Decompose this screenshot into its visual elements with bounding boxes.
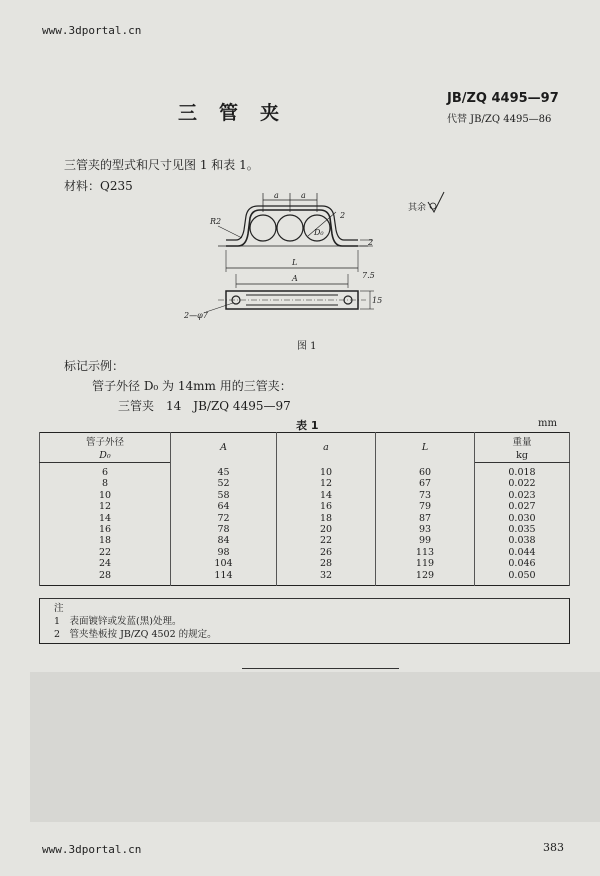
table-row bbox=[40, 478, 570, 489]
cell-a: 20 bbox=[277, 524, 376, 535]
note-1: 1 表面镀锌或发蓝(黑)处理。 bbox=[54, 616, 182, 627]
cell-w: 0.038 bbox=[475, 535, 570, 546]
cell-a: 32 bbox=[277, 570, 376, 586]
table-row bbox=[40, 524, 570, 535]
cell-A: 78 bbox=[171, 524, 277, 535]
table-caption: 表 1 bbox=[296, 419, 319, 432]
notes-heading: 注 bbox=[54, 603, 64, 614]
cell-a: 10 bbox=[277, 463, 376, 479]
cell-w: 0.044 bbox=[475, 547, 570, 558]
table-unit: mm bbox=[538, 418, 557, 429]
cell-A: 98 bbox=[171, 547, 277, 558]
header-weight-unit: kg bbox=[475, 448, 570, 463]
cell-L: 67 bbox=[376, 478, 475, 489]
cell-L: 93 bbox=[376, 524, 475, 535]
cell-L: 73 bbox=[376, 490, 475, 501]
header-big-a-text: A bbox=[220, 442, 227, 454]
dim-r2: R2 bbox=[210, 217, 222, 226]
cell-d0: 22 bbox=[40, 547, 171, 558]
material-text: 材料：Q235 bbox=[64, 179, 133, 193]
cell-d0: 10 bbox=[40, 490, 171, 501]
table-row bbox=[40, 490, 570, 501]
marking-example: 三管夹 14 JB/ZQ 4495—97 bbox=[118, 399, 291, 413]
cell-w: 0.035 bbox=[475, 524, 570, 535]
header-big-a bbox=[171, 433, 277, 463]
cell-A: 58 bbox=[171, 490, 277, 501]
cell-w: 0.023 bbox=[475, 490, 570, 501]
cell-L: 129 bbox=[376, 570, 475, 586]
note-2: 2 管夹垫板按 JB/ZQ 4502 的规定。 bbox=[54, 629, 217, 640]
cell-d0: 8 bbox=[40, 478, 171, 489]
header-l bbox=[376, 433, 475, 463]
roughness-note: 其余 bbox=[408, 203, 427, 213]
figure-caption: 图 1 bbox=[297, 341, 317, 352]
table-row bbox=[40, 513, 570, 524]
standard-number: JB/ZQ 4495—97 bbox=[447, 91, 559, 106]
cell-L: 113 bbox=[376, 547, 475, 558]
table-body bbox=[40, 463, 570, 586]
table-notes bbox=[39, 598, 570, 644]
cell-A: 104 bbox=[171, 558, 277, 569]
table-row bbox=[40, 501, 570, 512]
cell-w: 0.018 bbox=[475, 463, 570, 479]
cell-d0: 6 bbox=[40, 463, 171, 479]
dim-big-a: A bbox=[292, 274, 298, 283]
cell-w: 0.046 bbox=[475, 558, 570, 569]
table-row bbox=[40, 558, 570, 569]
cell-a: 26 bbox=[277, 547, 376, 558]
table-row bbox=[40, 535, 570, 546]
dim-2: 2 bbox=[368, 238, 374, 247]
cell-L: 79 bbox=[376, 501, 475, 512]
dim-7-5: 7.5 bbox=[362, 271, 375, 280]
cell-d0: 24 bbox=[40, 558, 171, 569]
cell-A: 45 bbox=[171, 463, 277, 479]
dim-2-top: 2 bbox=[340, 211, 346, 220]
cell-L: 87 bbox=[376, 513, 475, 524]
dim-a-left: a bbox=[274, 191, 279, 200]
header-pipe-od: 管子外径 bbox=[40, 433, 171, 449]
cell-L: 119 bbox=[376, 558, 475, 569]
cell-d0: 28 bbox=[40, 570, 171, 586]
cell-A: 72 bbox=[171, 513, 277, 524]
cell-w: 0.030 bbox=[475, 513, 570, 524]
cell-d0: 12 bbox=[40, 501, 171, 512]
header-pipe-od-symbol bbox=[40, 448, 171, 463]
cell-A: 52 bbox=[171, 478, 277, 489]
cell-a: 28 bbox=[277, 558, 376, 569]
cell-d0: 18 bbox=[40, 535, 171, 546]
clamp-drawing bbox=[184, 188, 428, 338]
intro-text: 三管夹的型式和尺寸见图 1 和表 1。 bbox=[64, 158, 259, 172]
dim-15: 15 bbox=[372, 296, 383, 305]
dim-holes: 2—φ7 bbox=[184, 311, 208, 320]
table-row bbox=[40, 463, 570, 479]
cell-w: 0.022 bbox=[475, 478, 570, 489]
scan-shade bbox=[30, 672, 600, 822]
cell-a: 18 bbox=[277, 513, 376, 524]
cell-A: 64 bbox=[171, 501, 277, 512]
table-row bbox=[40, 547, 570, 558]
replaces-standard: 代替 JB/ZQ 4495—86 bbox=[447, 114, 552, 125]
dim-l: L bbox=[292, 258, 298, 267]
cell-a: 14 bbox=[277, 490, 376, 501]
marking-heading: 标记示例： bbox=[64, 359, 125, 373]
cell-A: 84 bbox=[171, 535, 277, 546]
cell-w: 0.050 bbox=[475, 570, 570, 586]
cell-L: 99 bbox=[376, 535, 475, 546]
dim-d0: D₀ bbox=[314, 228, 324, 237]
header-a bbox=[277, 433, 376, 463]
dim-a-right: a bbox=[301, 191, 306, 200]
cell-d0: 14 bbox=[40, 513, 171, 524]
page-number: 383 bbox=[543, 841, 564, 854]
cell-w: 0.027 bbox=[475, 501, 570, 512]
site-watermark-top: www.3dportal.cn bbox=[42, 24, 142, 37]
site-watermark-bottom: www.3dportal.cn bbox=[42, 843, 142, 856]
cell-a: 22 bbox=[277, 535, 376, 546]
dimension-table bbox=[39, 432, 570, 586]
page-title: 三管夹 bbox=[178, 102, 302, 124]
table-row bbox=[40, 570, 570, 586]
cell-d0: 16 bbox=[40, 524, 171, 535]
end-rule bbox=[242, 668, 399, 669]
header-d0-text: D₀ bbox=[99, 449, 111, 461]
header-a-text: a bbox=[323, 442, 329, 454]
header-weight: 重量 bbox=[475, 433, 570, 449]
cell-a: 12 bbox=[277, 478, 376, 489]
marking-description: 管子外径 D₀ 为 14mm 用的三管夹： bbox=[92, 379, 292, 393]
cell-L: 60 bbox=[376, 463, 475, 479]
header-l-text: L bbox=[421, 442, 429, 454]
cell-A: 114 bbox=[171, 570, 277, 586]
cell-a: 16 bbox=[277, 501, 376, 512]
